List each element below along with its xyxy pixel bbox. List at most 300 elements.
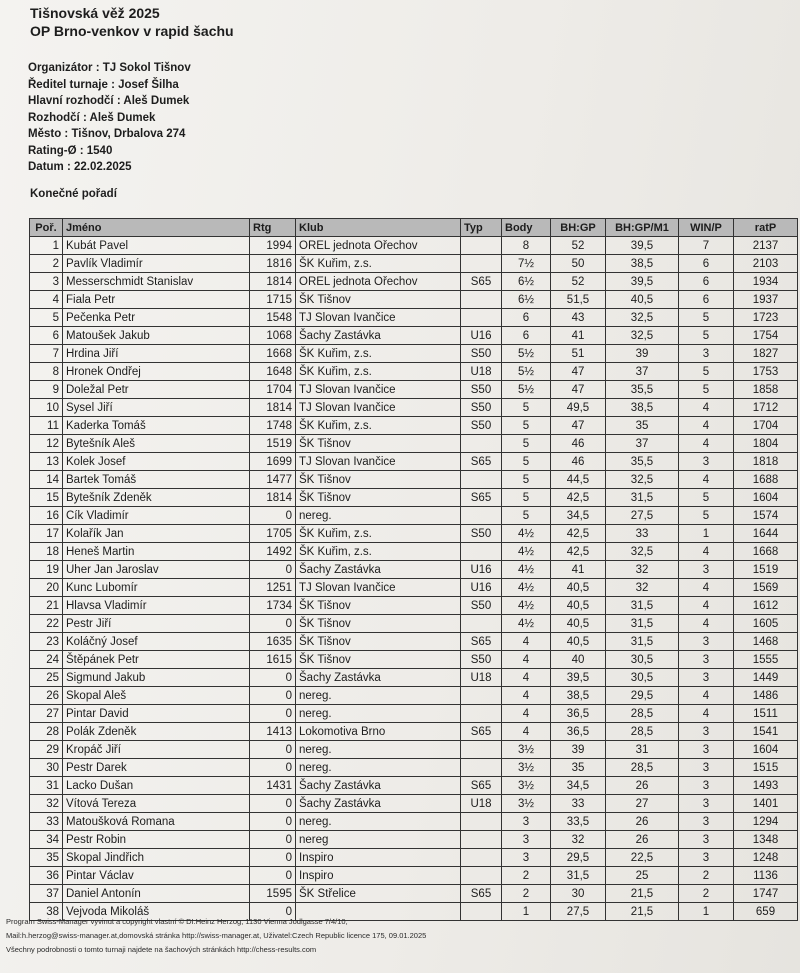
cell-ratp: 1248 — [734, 849, 798, 867]
cell-type — [461, 543, 502, 561]
cell-points: 4½ — [502, 543, 551, 561]
cell-ratp: 1688 — [734, 471, 798, 489]
cell-rank: 9 — [30, 381, 63, 399]
cell-winp: 3 — [679, 453, 734, 471]
cell-winp: 3 — [679, 561, 734, 579]
cell-name: Doležal Petr — [63, 381, 250, 399]
tournament-subtitle: OP Brno-venkov v rapid šachu — [30, 23, 234, 39]
table-row — [30, 489, 798, 507]
table-row — [30, 813, 798, 831]
col-header-winp: WIN/P — [679, 219, 734, 237]
cell-winp: 2 — [679, 885, 734, 903]
cell-club: nereg — [296, 831, 461, 849]
cell-rating: 1492 — [250, 543, 296, 561]
cell-winp: 4 — [679, 399, 734, 417]
cell-rank: 18 — [30, 543, 63, 561]
cell-rating: 1548 — [250, 309, 296, 327]
footer-copyright: Program Swiss-Manager vyvinut a copyright vlastní © DI.Heinz Herzog, 1130 Vienna Jodlgasse 7/4/10, — [6, 917, 348, 926]
cell-type: S50 — [461, 417, 502, 435]
cell-type — [461, 903, 502, 921]
cell-rank: 36 — [30, 867, 63, 885]
table-row — [30, 579, 798, 597]
cell-type: S50 — [461, 381, 502, 399]
cell-points: 3½ — [502, 759, 551, 777]
cell-points: 6½ — [502, 273, 551, 291]
cell-winp: 5 — [679, 507, 734, 525]
cell-rank: 3 — [30, 273, 63, 291]
cell-rating: 0 — [250, 795, 296, 813]
cell-club: ŠK Tišnov — [296, 471, 461, 489]
cell-bhgp: 40,5 — [551, 579, 606, 597]
cell-winp: 3 — [679, 831, 734, 849]
cell-bhgp: 52 — [551, 237, 606, 255]
cell-rating: 0 — [250, 615, 296, 633]
final-standings-heading: Konečné pořadí — [30, 188, 117, 200]
cell-rating: 1519 — [250, 435, 296, 453]
table-row — [30, 543, 798, 561]
cell-winp: 6 — [679, 291, 734, 309]
cell-ratp: 1555 — [734, 651, 798, 669]
cell-points: 5 — [502, 399, 551, 417]
cell-winp: 5 — [679, 309, 734, 327]
col-header-bhgp: BH:GP — [551, 219, 606, 237]
cell-rank: 30 — [30, 759, 63, 777]
table-row — [30, 453, 798, 471]
cell-ratp: 1519 — [734, 561, 798, 579]
cell-points: 2 — [502, 867, 551, 885]
table-row — [30, 849, 798, 867]
cell-name: Fiala Petr — [63, 291, 250, 309]
cell-rank: 35 — [30, 849, 63, 867]
cell-club: OREL jednota Ořechov — [296, 237, 461, 255]
cell-rank: 4 — [30, 291, 63, 309]
cell-bhgp-m1: 32 — [606, 561, 679, 579]
cell-winp: 4 — [679, 705, 734, 723]
cell-points: 3½ — [502, 795, 551, 813]
cell-points: 4 — [502, 651, 551, 669]
cell-rating: 0 — [250, 507, 296, 525]
table-row — [30, 309, 798, 327]
cell-points: 4 — [502, 633, 551, 651]
col-header-rank: Poř. — [30, 219, 63, 237]
cell-bhgp: 42,5 — [551, 525, 606, 543]
cell-type: S65 — [461, 723, 502, 741]
cell-name: Kaderka Tomáš — [63, 417, 250, 435]
cell-rating: 1431 — [250, 777, 296, 795]
cell-bhgp-m1: 30,5 — [606, 651, 679, 669]
cell-type: S65 — [461, 489, 502, 507]
info-arbiter: Rozhodčí : Aleš Dumek — [28, 111, 156, 124]
cell-club: ŠK Kuřim, z.s. — [296, 255, 461, 273]
col-header-bhgp-m1: BH:GP/M1 — [606, 219, 679, 237]
cell-rank: 21 — [30, 597, 63, 615]
cell-points: 6½ — [502, 291, 551, 309]
cell-rating: 1705 — [250, 525, 296, 543]
cell-points: 5½ — [502, 381, 551, 399]
cell-club: Inspiro — [296, 867, 461, 885]
cell-rating: 1477 — [250, 471, 296, 489]
cell-bhgp-m1: 21,5 — [606, 903, 679, 921]
cell-name: Cík Vladimír — [63, 507, 250, 525]
cell-rating: 1615 — [250, 651, 296, 669]
cell-club: nereg. — [296, 705, 461, 723]
table-row — [30, 471, 798, 489]
cell-name: Kropáč Jiří — [63, 741, 250, 759]
cell-rating: 1734 — [250, 597, 296, 615]
cell-name: Kunc Lubomír — [63, 579, 250, 597]
cell-bhgp-m1: 25 — [606, 867, 679, 885]
cell-bhgp-m1: 32 — [606, 579, 679, 597]
cell-name: Vejvoda Mikoláš — [63, 903, 250, 921]
cell-rank: 10 — [30, 399, 63, 417]
cell-bhgp-m1: 35 — [606, 417, 679, 435]
cell-rank: 22 — [30, 615, 63, 633]
cell-name: Skopal Aleš — [63, 687, 250, 705]
cell-name: Bytešník Aleš — [63, 435, 250, 453]
cell-rating: 1715 — [250, 291, 296, 309]
cell-type: S50 — [461, 345, 502, 363]
cell-club: Šachy Zastávka — [296, 327, 461, 345]
cell-points: 6 — [502, 327, 551, 345]
cell-name: Uher Jan Jaroslav — [63, 561, 250, 579]
cell-bhgp-m1: 30,5 — [606, 669, 679, 687]
cell-ratp: 1486 — [734, 687, 798, 705]
cell-winp: 4 — [679, 579, 734, 597]
cell-bhgp: 42,5 — [551, 489, 606, 507]
cell-ratp: 1294 — [734, 813, 798, 831]
cell-club: ŠK Tišnov — [296, 489, 461, 507]
cell-winp: 4 — [679, 597, 734, 615]
col-header-type: Typ — [461, 219, 502, 237]
cell-bhgp: 52 — [551, 273, 606, 291]
cell-ratp: 1668 — [734, 543, 798, 561]
cell-club: Šachy Zastávka — [296, 669, 461, 687]
cell-rating: 1748 — [250, 417, 296, 435]
cell-bhgp: 36,5 — [551, 705, 606, 723]
cell-rank: 37 — [30, 885, 63, 903]
cell-rating: 0 — [250, 903, 296, 921]
cell-ratp: 1493 — [734, 777, 798, 795]
cell-bhgp: 39,5 — [551, 669, 606, 687]
cell-club: ŠK Tišnov — [296, 291, 461, 309]
cell-name: Štěpánek Petr — [63, 651, 250, 669]
cell-rating: 1814 — [250, 399, 296, 417]
cell-ratp: 1348 — [734, 831, 798, 849]
cell-club: ŠK Tišnov — [296, 615, 461, 633]
cell-ratp: 1754 — [734, 327, 798, 345]
table-row — [30, 525, 798, 543]
cell-type: S50 — [461, 651, 502, 669]
cell-points: 4½ — [502, 597, 551, 615]
cell-rank: 17 — [30, 525, 63, 543]
cell-bhgp-m1: 27 — [606, 795, 679, 813]
cell-rank: 23 — [30, 633, 63, 651]
cell-club: ŠK Kuřim, z.s. — [296, 363, 461, 381]
cell-bhgp-m1: 28,5 — [606, 723, 679, 741]
cell-type: S65 — [461, 453, 502, 471]
cell-rating: 0 — [250, 759, 296, 777]
cell-winp: 3 — [679, 759, 734, 777]
cell-ratp: 1818 — [734, 453, 798, 471]
cell-ratp: 1604 — [734, 489, 798, 507]
cell-rank: 29 — [30, 741, 63, 759]
table-row — [30, 381, 798, 399]
cell-club: ŠK Kuřim, z.s. — [296, 543, 461, 561]
cell-winp: 3 — [679, 813, 734, 831]
cell-bhgp: 46 — [551, 435, 606, 453]
cell-club: nereg. — [296, 813, 461, 831]
cell-bhgp-m1: 31,5 — [606, 615, 679, 633]
table-row — [30, 435, 798, 453]
cell-points: 4½ — [502, 579, 551, 597]
cell-type — [461, 759, 502, 777]
cell-name: Daniel Antonín — [63, 885, 250, 903]
cell-type: S65 — [461, 777, 502, 795]
table-row — [30, 831, 798, 849]
cell-points: 3½ — [502, 777, 551, 795]
cell-type — [461, 255, 502, 273]
footer-contact: Mail:h.herzog@swiss-manager.at,domovská stránka http://swiss-manager.at, Uživatel:Czech Republic licence 175, 09.01.2025 — [6, 931, 427, 940]
cell-rating: 0 — [250, 849, 296, 867]
cell-club: Inspiro — [296, 849, 461, 867]
cell-winp: 3 — [679, 795, 734, 813]
cell-name: Pečenka Petr — [63, 309, 250, 327]
cell-bhgp-m1: 39,5 — [606, 237, 679, 255]
table-row — [30, 237, 798, 255]
cell-points: 4½ — [502, 561, 551, 579]
table-row — [30, 867, 798, 885]
cell-bhgp-m1: 32,5 — [606, 309, 679, 327]
cell-rating: 1704 — [250, 381, 296, 399]
cell-bhgp: 43 — [551, 309, 606, 327]
cell-bhgp: 35 — [551, 759, 606, 777]
cell-points: 8 — [502, 237, 551, 255]
tournament-title: Tišnovská věž 2025 — [30, 5, 160, 21]
cell-type: S50 — [461, 597, 502, 615]
table-row — [30, 327, 798, 345]
cell-bhgp: 33,5 — [551, 813, 606, 831]
cell-name: Pavlík Vladimír — [63, 255, 250, 273]
cell-winp: 4 — [679, 543, 734, 561]
cell-bhgp: 40 — [551, 651, 606, 669]
cell-club: Šachy Zastávka — [296, 777, 461, 795]
cell-bhgp: 33 — [551, 795, 606, 813]
cell-club: OREL jednota Ořechov — [296, 273, 461, 291]
cell-rank: 25 — [30, 669, 63, 687]
cell-type — [461, 867, 502, 885]
info-rating-avg: Rating-Ø : 1540 — [28, 144, 113, 157]
cell-ratp: 2137 — [734, 237, 798, 255]
cell-winp: 4 — [679, 435, 734, 453]
cell-bhgp: 41 — [551, 327, 606, 345]
cell-winp: 4 — [679, 615, 734, 633]
cell-points: 2 — [502, 885, 551, 903]
cell-bhgp: 42,5 — [551, 543, 606, 561]
cell-club: nereg. — [296, 759, 461, 777]
table-row — [30, 399, 798, 417]
cell-rank: 5 — [30, 309, 63, 327]
cell-rating: 1816 — [250, 255, 296, 273]
cell-bhgp: 31,5 — [551, 867, 606, 885]
col-header-club: Klub — [296, 219, 461, 237]
cell-rating: 1668 — [250, 345, 296, 363]
cell-points: 5½ — [502, 345, 551, 363]
cell-type: S50 — [461, 399, 502, 417]
cell-points: 4 — [502, 687, 551, 705]
cell-winp: 6 — [679, 255, 734, 273]
cell-bhgp: 49,5 — [551, 399, 606, 417]
cell-bhgp-m1: 37 — [606, 363, 679, 381]
table-row — [30, 273, 798, 291]
cell-type — [461, 705, 502, 723]
cell-rating: 1635 — [250, 633, 296, 651]
cell-points: 4 — [502, 669, 551, 687]
cell-bhgp-m1: 33 — [606, 525, 679, 543]
cell-ratp: 1934 — [734, 273, 798, 291]
cell-bhgp: 39 — [551, 741, 606, 759]
cell-type — [461, 237, 502, 255]
cell-type — [461, 849, 502, 867]
cell-bhgp-m1: 39 — [606, 345, 679, 363]
cell-bhgp: 29,5 — [551, 849, 606, 867]
cell-winp: 5 — [679, 363, 734, 381]
cell-rating: 0 — [250, 867, 296, 885]
cell-bhgp-m1: 39,5 — [606, 273, 679, 291]
cell-ratp: 1541 — [734, 723, 798, 741]
cell-ratp: 1753 — [734, 363, 798, 381]
cell-winp: 3 — [679, 723, 734, 741]
cell-bhgp: 40,5 — [551, 633, 606, 651]
cell-bhgp: 38,5 — [551, 687, 606, 705]
document-header — [30, 4, 234, 40]
cell-bhgp-m1: 26 — [606, 831, 679, 849]
cell-type — [461, 291, 502, 309]
cell-winp: 3 — [679, 741, 734, 759]
cell-points: 5 — [502, 489, 551, 507]
cell-rank: 6 — [30, 327, 63, 345]
cell-type: S65 — [461, 885, 502, 903]
cell-name: Koláčný Josef — [63, 633, 250, 651]
cell-bhgp-m1: 38,5 — [606, 255, 679, 273]
info-director: Ředitel turnaje : Josef Šilha — [28, 78, 179, 91]
cell-name: Polák Zdeněk — [63, 723, 250, 741]
cell-bhgp-m1: 32,5 — [606, 327, 679, 345]
table-row — [30, 345, 798, 363]
col-header-name: Jméno — [63, 219, 250, 237]
cell-ratp: 1858 — [734, 381, 798, 399]
cell-type: U18 — [461, 363, 502, 381]
cell-ratp: 1605 — [734, 615, 798, 633]
cell-ratp: 1574 — [734, 507, 798, 525]
table-row — [30, 759, 798, 777]
cell-bhgp: 27,5 — [551, 903, 606, 921]
cell-name: Pestr Jiří — [63, 615, 250, 633]
cell-rank: 33 — [30, 813, 63, 831]
table-row — [30, 687, 798, 705]
cell-type — [461, 309, 502, 327]
cell-club: TJ Slovan Ivančice — [296, 453, 461, 471]
cell-rank: 11 — [30, 417, 63, 435]
cell-rating: 1595 — [250, 885, 296, 903]
cell-club: Lokomotiva Brno — [296, 723, 461, 741]
cell-rating: 0 — [250, 813, 296, 831]
cell-club: TJ Slovan Ivančice — [296, 579, 461, 597]
cell-type — [461, 741, 502, 759]
cell-winp: 5 — [679, 327, 734, 345]
cell-name: Matoušková Romana — [63, 813, 250, 831]
cell-points: 7½ — [502, 255, 551, 273]
info-date: Datum : 22.02.2025 — [28, 161, 132, 173]
table-row — [30, 885, 798, 903]
cell-bhgp: 51 — [551, 345, 606, 363]
cell-type — [461, 507, 502, 525]
cell-points: 4 — [502, 705, 551, 723]
cell-ratp: 1937 — [734, 291, 798, 309]
cell-club: ŠK Tišnov — [296, 435, 461, 453]
cell-club: TJ Slovan Ivančice — [296, 309, 461, 327]
info-city: Město : Tišnov, Drbalova 274 — [28, 128, 186, 140]
cell-name: Heneš Martin — [63, 543, 250, 561]
table-row — [30, 777, 798, 795]
cell-points: 3 — [502, 831, 551, 849]
cell-winp: 4 — [679, 687, 734, 705]
cell-type: S50 — [461, 525, 502, 543]
cell-rating: 0 — [250, 831, 296, 849]
table-row — [30, 741, 798, 759]
cell-ratp: 1569 — [734, 579, 798, 597]
cell-rank: 1 — [30, 237, 63, 255]
cell-rank: 8 — [30, 363, 63, 381]
cell-name: Messerschmidt Stanislav — [63, 273, 250, 291]
cell-club: ŠK Kuřim, z.s. — [296, 417, 461, 435]
cell-rating: 0 — [250, 705, 296, 723]
cell-winp: 3 — [679, 345, 734, 363]
cell-type — [461, 813, 502, 831]
cell-name: Hronek Ondřej — [63, 363, 250, 381]
cell-ratp: 1723 — [734, 309, 798, 327]
cell-name: Kubát Pavel — [63, 237, 250, 255]
cell-ratp: 1515 — [734, 759, 798, 777]
cell-winp: 4 — [679, 471, 734, 489]
cell-name: Matoušek Jakub — [63, 327, 250, 345]
cell-name: Bytešník Zdeněk — [63, 489, 250, 507]
cell-rating: 1068 — [250, 327, 296, 345]
cell-type — [461, 831, 502, 849]
cell-rating: 1413 — [250, 723, 296, 741]
cell-rank: 24 — [30, 651, 63, 669]
cell-bhgp: 40,5 — [551, 615, 606, 633]
table-row — [30, 363, 798, 381]
cell-club: ŠK Tišnov — [296, 651, 461, 669]
table-row — [30, 615, 798, 633]
cell-bhgp-m1: 35,5 — [606, 381, 679, 399]
cell-club: ŠK Tišnov — [296, 633, 461, 651]
cell-rating: 0 — [250, 741, 296, 759]
cell-rank: 13 — [30, 453, 63, 471]
tournament-info — [28, 60, 191, 176]
cell-rank: 12 — [30, 435, 63, 453]
cell-winp: 4 — [679, 417, 734, 435]
table-row — [30, 633, 798, 651]
cell-ratp: 1704 — [734, 417, 798, 435]
cell-club: TJ Slovan Ivančice — [296, 381, 461, 399]
cell-name: Vítová Tereza — [63, 795, 250, 813]
cell-type: U16 — [461, 579, 502, 597]
cell-club: Šachy Zastávka — [296, 561, 461, 579]
cell-bhgp: 47 — [551, 417, 606, 435]
cell-rating: 1814 — [250, 273, 296, 291]
cell-ratp: 1827 — [734, 345, 798, 363]
